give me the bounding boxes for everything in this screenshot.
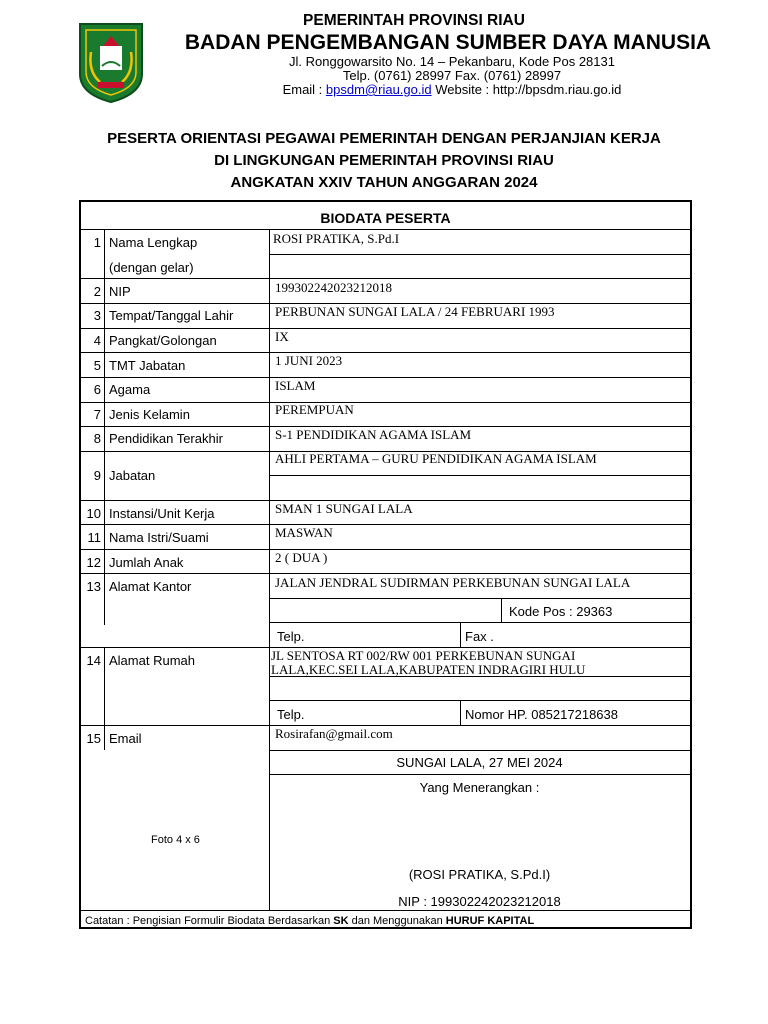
row-2-value: 199302242023212018: [275, 280, 392, 295]
row-3-value: PERBUNAN SUNGAI LALA / 24 FEBRUARI 1993: [275, 304, 555, 319]
row-15-label: Email: [109, 731, 142, 746]
row-13-telp: Telp.: [277, 629, 305, 644]
row-12-label: Jumlah Anak: [109, 555, 184, 570]
row-14-hp: Nomor HP. 085217218638: [465, 707, 618, 722]
signer-nip: NIP : 199302242023212018: [398, 894, 561, 909]
row-4-value: IX: [275, 329, 289, 344]
row-4-label: Pangkat/Golongan: [109, 333, 217, 348]
row-10-value: SMAN 1 SUNGAI LALA: [275, 501, 413, 516]
biodata-heading: BIODATA PESERTA: [320, 210, 451, 226]
row-15-value: Rosirafan@gmail.com: [275, 726, 393, 741]
certifier-label: Yang Menerangkan :: [419, 780, 540, 795]
row-8-number: 8: [93, 431, 101, 446]
row-14-label: Alamat Rumah: [109, 653, 195, 668]
row-8-value: S-1 PENDIDIKAN AGAMA ISLAM: [275, 427, 472, 442]
row-13-label: Alamat Kantor: [109, 579, 192, 594]
row-6-label: Agama: [109, 382, 151, 397]
row-2-label: NIP: [109, 284, 131, 299]
row-7-number: 7: [93, 407, 101, 422]
row-11-label: Nama Istri/Suami: [109, 530, 209, 545]
row-14-number: 14: [86, 653, 101, 668]
note-prefix: Catatan : Pengisian Formulir Biodata Berdasarkan: [85, 915, 334, 927]
row-13-kode-pos: Kode Pos : 29363: [509, 604, 613, 619]
row-1-label: Nama Lengkap: [109, 235, 198, 250]
row-11-number: 11: [87, 530, 101, 545]
row-10-number: 10: [86, 506, 101, 521]
header-phone-fax: Telp. (0761) 28997 Fax. (0761) 28997: [342, 68, 562, 83]
place-date: SUNGAI LALA, 27 MEI 2024: [396, 755, 563, 770]
email-label: Email :: [282, 82, 326, 97]
header-agency: BADAN PENGEMBANGAN SUMBER DAYA MANUSIA: [184, 31, 712, 54]
row-7-label: Jenis Kelamin: [109, 407, 190, 422]
row-1-sublabel: (dengan gelar): [109, 260, 194, 275]
row-4-number: 4: [93, 333, 101, 348]
row-13-value: JALAN JENDRAL SUDIRMAN PERKEBUNAN SUNGAI LALA: [275, 575, 631, 590]
row-9-value: AHLI PERTAMA – GURU PENDIDIKAN AGAMA ISLAM: [275, 451, 597, 466]
row-14-value-line-2: LALA,KEC.SEI LALA,KABUPATEN INDRAGIRI HULU: [271, 662, 586, 677]
header-contact: [0, 82, 768, 97]
row-13-number: 13: [86, 579, 101, 594]
email-link[interactable]: bpsdm@riau.go.id: [325, 82, 432, 97]
row-15-number: 15: [86, 731, 101, 746]
row-6-value: ISLAM: [275, 378, 316, 393]
row-5-value: 1 JUNI 2023: [275, 353, 343, 368]
row-9-label: Jabatan: [109, 468, 156, 483]
row-12-number: 12: [86, 555, 101, 570]
biodata-form: [79, 200, 692, 929]
row-1-number: 1: [93, 235, 101, 250]
row-1-value: ROSI PRATIKA, S.Pd.I: [273, 231, 400, 246]
note-mid: dan Menggunakan: [348, 915, 446, 927]
website-text: Website : http://bpsdm.riau.go.id: [431, 82, 622, 97]
note-sk: SK: [333, 915, 349, 927]
row-14-telp: Telp.: [277, 707, 305, 722]
title-line-2: DI LINGKUNGAN PEMERINTAH PROVINSI RIAU: [214, 152, 554, 169]
row-13-fax: Fax .: [465, 629, 494, 644]
row-5-label: TMT Jabatan: [109, 358, 186, 373]
row-5-number: 5: [93, 358, 101, 373]
title-line-3: ANGKATAN XXIV TAHUN ANGGARAN 2024: [230, 174, 538, 191]
row-10-label: Instansi/Unit Kerja: [109, 506, 215, 521]
row-12-value: 2 ( DUA ): [275, 550, 328, 565]
row-6-number: 6: [93, 382, 101, 397]
row-2-number: 2: [93, 284, 101, 299]
row-8-label: Pendidikan Terakhir: [109, 431, 223, 446]
row-3-label: Tempat/Tanggal Lahir: [109, 308, 234, 323]
title-line-1: PESERTA ORIENTASI PEGAWAI PEMERINTAH DENGAN PERJANJIAN KERJA: [107, 130, 661, 147]
signer-name: (ROSI PRATIKA, S.Pd.I): [408, 867, 551, 882]
form-note: [85, 915, 534, 927]
photo-placeholder: Foto 4 x 6: [151, 834, 200, 846]
row-9-number: 9: [93, 468, 101, 483]
note-caps: HURUF KAPITAL: [445, 915, 535, 927]
row-14-value-line-1: JL SENTOSA RT 002/RW 001 PERKEBUNAN SUNGAI: [271, 648, 576, 663]
row-7-value: PEREMPUAN: [275, 402, 354, 417]
header-address: Jl. Ronggowarsito No. 14 – Pekanbaru, Kode Pos 28131: [289, 54, 615, 69]
row-3-number: 3: [93, 308, 101, 323]
row-11-value: MASWAN: [275, 525, 333, 540]
header-government: PEMERINTAH PROVINSI RIAU: [303, 12, 525, 29]
